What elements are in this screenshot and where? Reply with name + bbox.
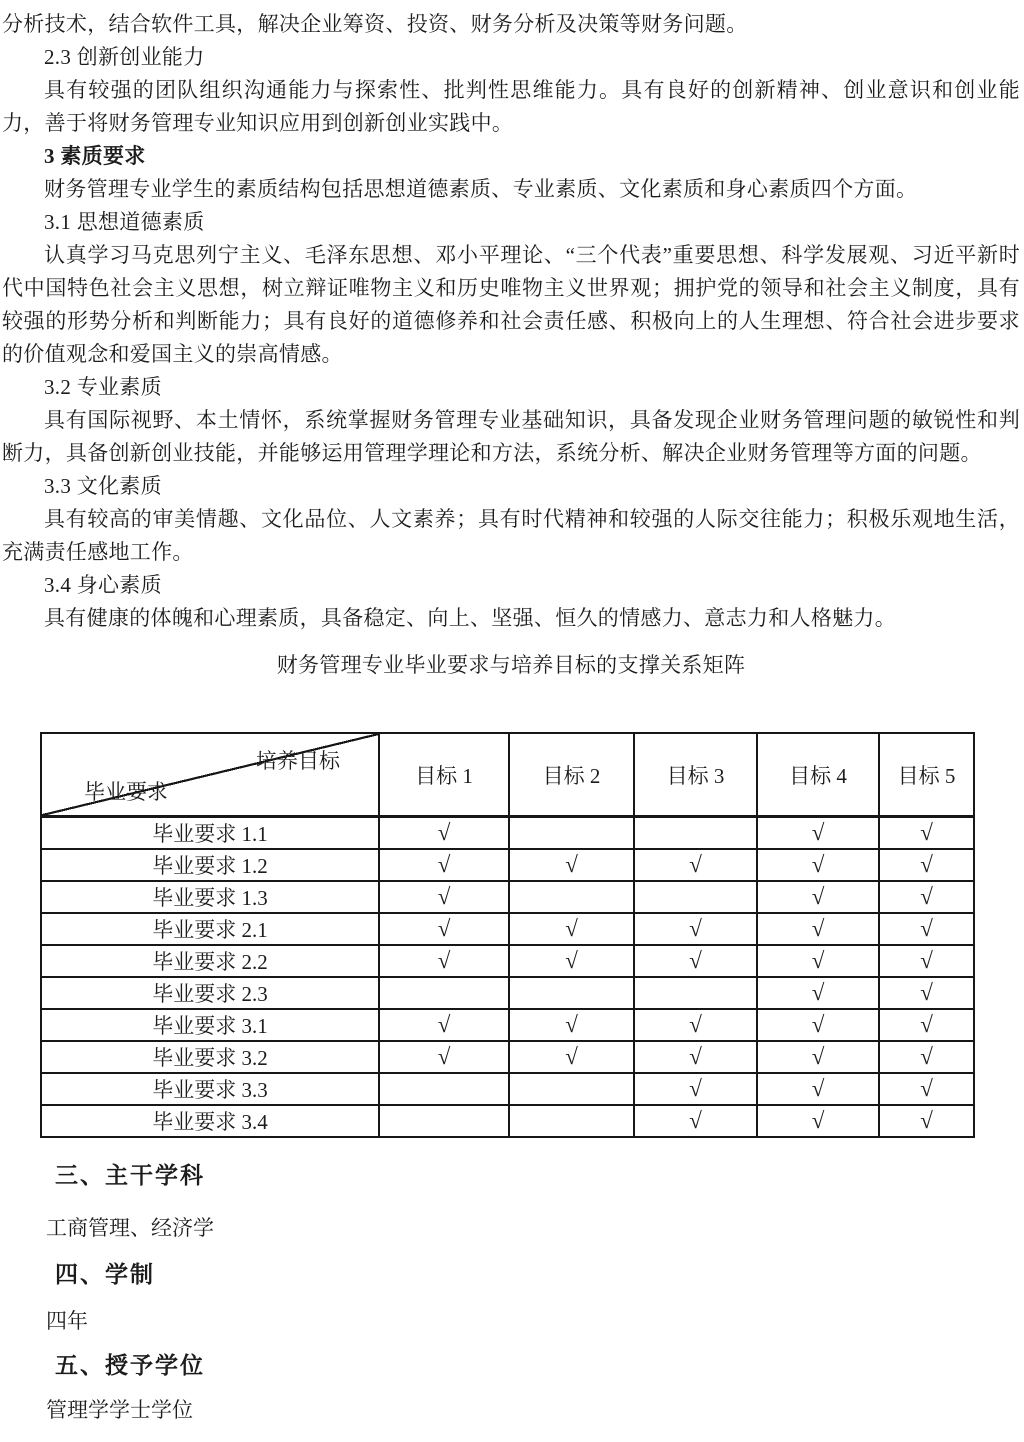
check-cell: √	[879, 945, 974, 977]
check-cell	[379, 1105, 509, 1137]
check-cell: √	[879, 977, 974, 1009]
check-cell: √	[509, 945, 634, 977]
body-text-block	[0, 0, 1024, 682]
check-cell: √	[757, 817, 879, 850]
row-label-cell: 毕业要求 2.2	[41, 945, 379, 977]
check-cell: √	[879, 1105, 974, 1137]
check-cell	[634, 817, 757, 850]
check-cell: √	[379, 1009, 509, 1041]
section-3-4-title: 3.4 身心素质	[44, 573, 162, 597]
check-cell	[379, 1073, 509, 1105]
section-3-1-title: 3.1 思想道德素质	[44, 210, 205, 234]
table-caption: 财务管理专业毕业要求与培养目标的支撑关系矩阵	[276, 653, 746, 677]
section-3-2-title: 3.2 专业素质	[44, 375, 162, 399]
check-cell	[509, 1073, 634, 1105]
corner-label-requirements: 毕业要求	[84, 780, 168, 804]
check-cell: √	[634, 913, 757, 945]
check-cell: √	[757, 977, 879, 1009]
check-cell: √	[879, 1009, 974, 1041]
check-cell: √	[757, 1105, 879, 1137]
support-matrix-table	[40, 732, 975, 1138]
heading-degree-awarded: 五、授予学位	[55, 1352, 205, 1378]
check-cell: √	[634, 1041, 757, 1073]
table-row	[41, 881, 974, 913]
column-header: 目标 2	[509, 733, 634, 817]
table-row	[41, 849, 974, 881]
check-cell: √	[509, 849, 634, 881]
check-cell: √	[757, 913, 879, 945]
check-cell: √	[379, 817, 509, 850]
row-label-cell: 毕业要求 2.3	[41, 977, 379, 1009]
check-cell: √	[509, 913, 634, 945]
section-3-4-body: 具有健康的体魄和心理素质，具备稳定、向上、坚强、恒久的情感力、意志力和人格魅力。	[44, 606, 896, 630]
table-row	[41, 945, 974, 977]
row-label-cell: 毕业要求 1.1	[41, 817, 379, 850]
check-cell	[634, 977, 757, 1009]
row-label-cell: 毕业要求 2.1	[41, 913, 379, 945]
table-row	[41, 1105, 974, 1137]
check-cell: √	[634, 945, 757, 977]
table-row	[41, 817, 974, 850]
check-cell: √	[634, 1073, 757, 1105]
row-label-cell: 毕业要求 1.3	[41, 881, 379, 913]
heading-main-disciplines: 三、主干学科	[55, 1162, 205, 1188]
body-schooling-length: 四年	[46, 1309, 88, 1333]
section-3-title: 3 素质要求	[44, 144, 146, 168]
section-2-3-body: 具有较强的团队组织沟通能力与探索性、批判性思维能力。具有良好的创新精神、创业意识和创业能力，善于将财务管理专业知识应用到创新创业实践中。	[2, 78, 1020, 135]
table-row	[41, 1073, 974, 1105]
row-label-cell: 毕业要求 1.2	[41, 849, 379, 881]
check-cell: √	[757, 1041, 879, 1073]
paragraph-continuation: 分析技术，结合软件工具，解决企业筹资、投资、财务分析及决策等财务问题。	[2, 12, 748, 36]
check-cell: √	[509, 1041, 634, 1073]
column-header: 目标 1	[379, 733, 509, 817]
check-cell: √	[757, 849, 879, 881]
table-row	[41, 977, 974, 1009]
check-cell: √	[757, 881, 879, 913]
section-3-3-body: 具有较高的审美情趣、文化品位、人文素养；具有时代精神和较强的人际交往能力；积极乐观地生活，充满责任感地工作。	[2, 507, 1020, 564]
row-label-cell: 毕业要求 3.4	[41, 1105, 379, 1137]
check-cell	[509, 977, 634, 1009]
column-header: 目标 5	[879, 733, 974, 817]
check-cell: √	[379, 1041, 509, 1073]
row-label-cell: 毕业要求 3.3	[41, 1073, 379, 1105]
table-row	[41, 913, 974, 945]
check-cell	[509, 817, 634, 850]
table-row	[41, 1041, 974, 1073]
check-cell: √	[634, 1105, 757, 1137]
check-cell: √	[379, 945, 509, 977]
row-label-cell: 毕业要求 3.1	[41, 1009, 379, 1041]
matrix-body	[41, 817, 974, 1138]
check-cell: √	[379, 849, 509, 881]
heading-schooling-length: 四、学制	[55, 1261, 155, 1287]
corner-cell	[41, 733, 379, 817]
table-row	[41, 1009, 974, 1041]
section-3-3-title: 3.3 文化素质	[44, 474, 162, 498]
check-cell	[509, 881, 634, 913]
check-cell: √	[379, 881, 509, 913]
check-cell: √	[757, 1073, 879, 1105]
body-degree-awarded: 管理学学士学位	[46, 1398, 193, 1422]
check-cell: √	[879, 849, 974, 881]
bottom-sections	[0, 1160, 1024, 1427]
row-label-cell: 毕业要求 3.2	[41, 1041, 379, 1073]
body-main-disciplines: 工商管理、经济学	[46, 1216, 214, 1240]
section-2-3-title: 2.3 创新创业能力	[44, 45, 205, 69]
check-cell: √	[879, 1073, 974, 1105]
check-cell	[634, 881, 757, 913]
check-cell: √	[879, 881, 974, 913]
check-cell	[509, 1105, 634, 1137]
check-cell: √	[879, 817, 974, 850]
check-cell: √	[879, 1041, 974, 1073]
column-header: 目标 3	[634, 733, 757, 817]
section-3-intro: 财务管理专业学生的素质结构包括思想道德素质、专业素质、文化素质和身心素质四个方面。	[44, 177, 918, 201]
check-cell: √	[757, 1009, 879, 1041]
check-cell: √	[509, 1009, 634, 1041]
check-cell: √	[634, 849, 757, 881]
check-cell	[379, 977, 509, 1009]
column-header: 目标 4	[757, 733, 879, 817]
section-3-2-body: 具有国际视野、本土情怀，系统掌握财务管理专业基础知识，具备发现企业财务管理问题的敏锐性和判断力，具备创新创业技能，并能够运用管理学理论和方法，系统分析、解决企业财务管理等方面的问题。	[2, 408, 1020, 465]
check-cell: √	[879, 913, 974, 945]
corner-label-goals: 培养目标	[256, 749, 340, 773]
section-3-1-body: 认真学习马克思列宁主义、毛泽东思想、邓小平理论、“三个代表”重要思想、科学发展观、习近平新时代中国特色社会主义思想，树立辩证唯物主义和历史唯物主义世界观；拥护党的领导和社会主义制度，具有较强的形势分析和判断能力；具有良好的道德修养和社会责任感、积极向上的人生理想、符合社会进步要求的价值观念和爱国主义的崇高情感。	[2, 243, 1020, 366]
check-cell: √	[634, 1009, 757, 1041]
matrix-header-row	[41, 733, 974, 817]
check-cell: √	[757, 945, 879, 977]
check-cell: √	[379, 913, 509, 945]
